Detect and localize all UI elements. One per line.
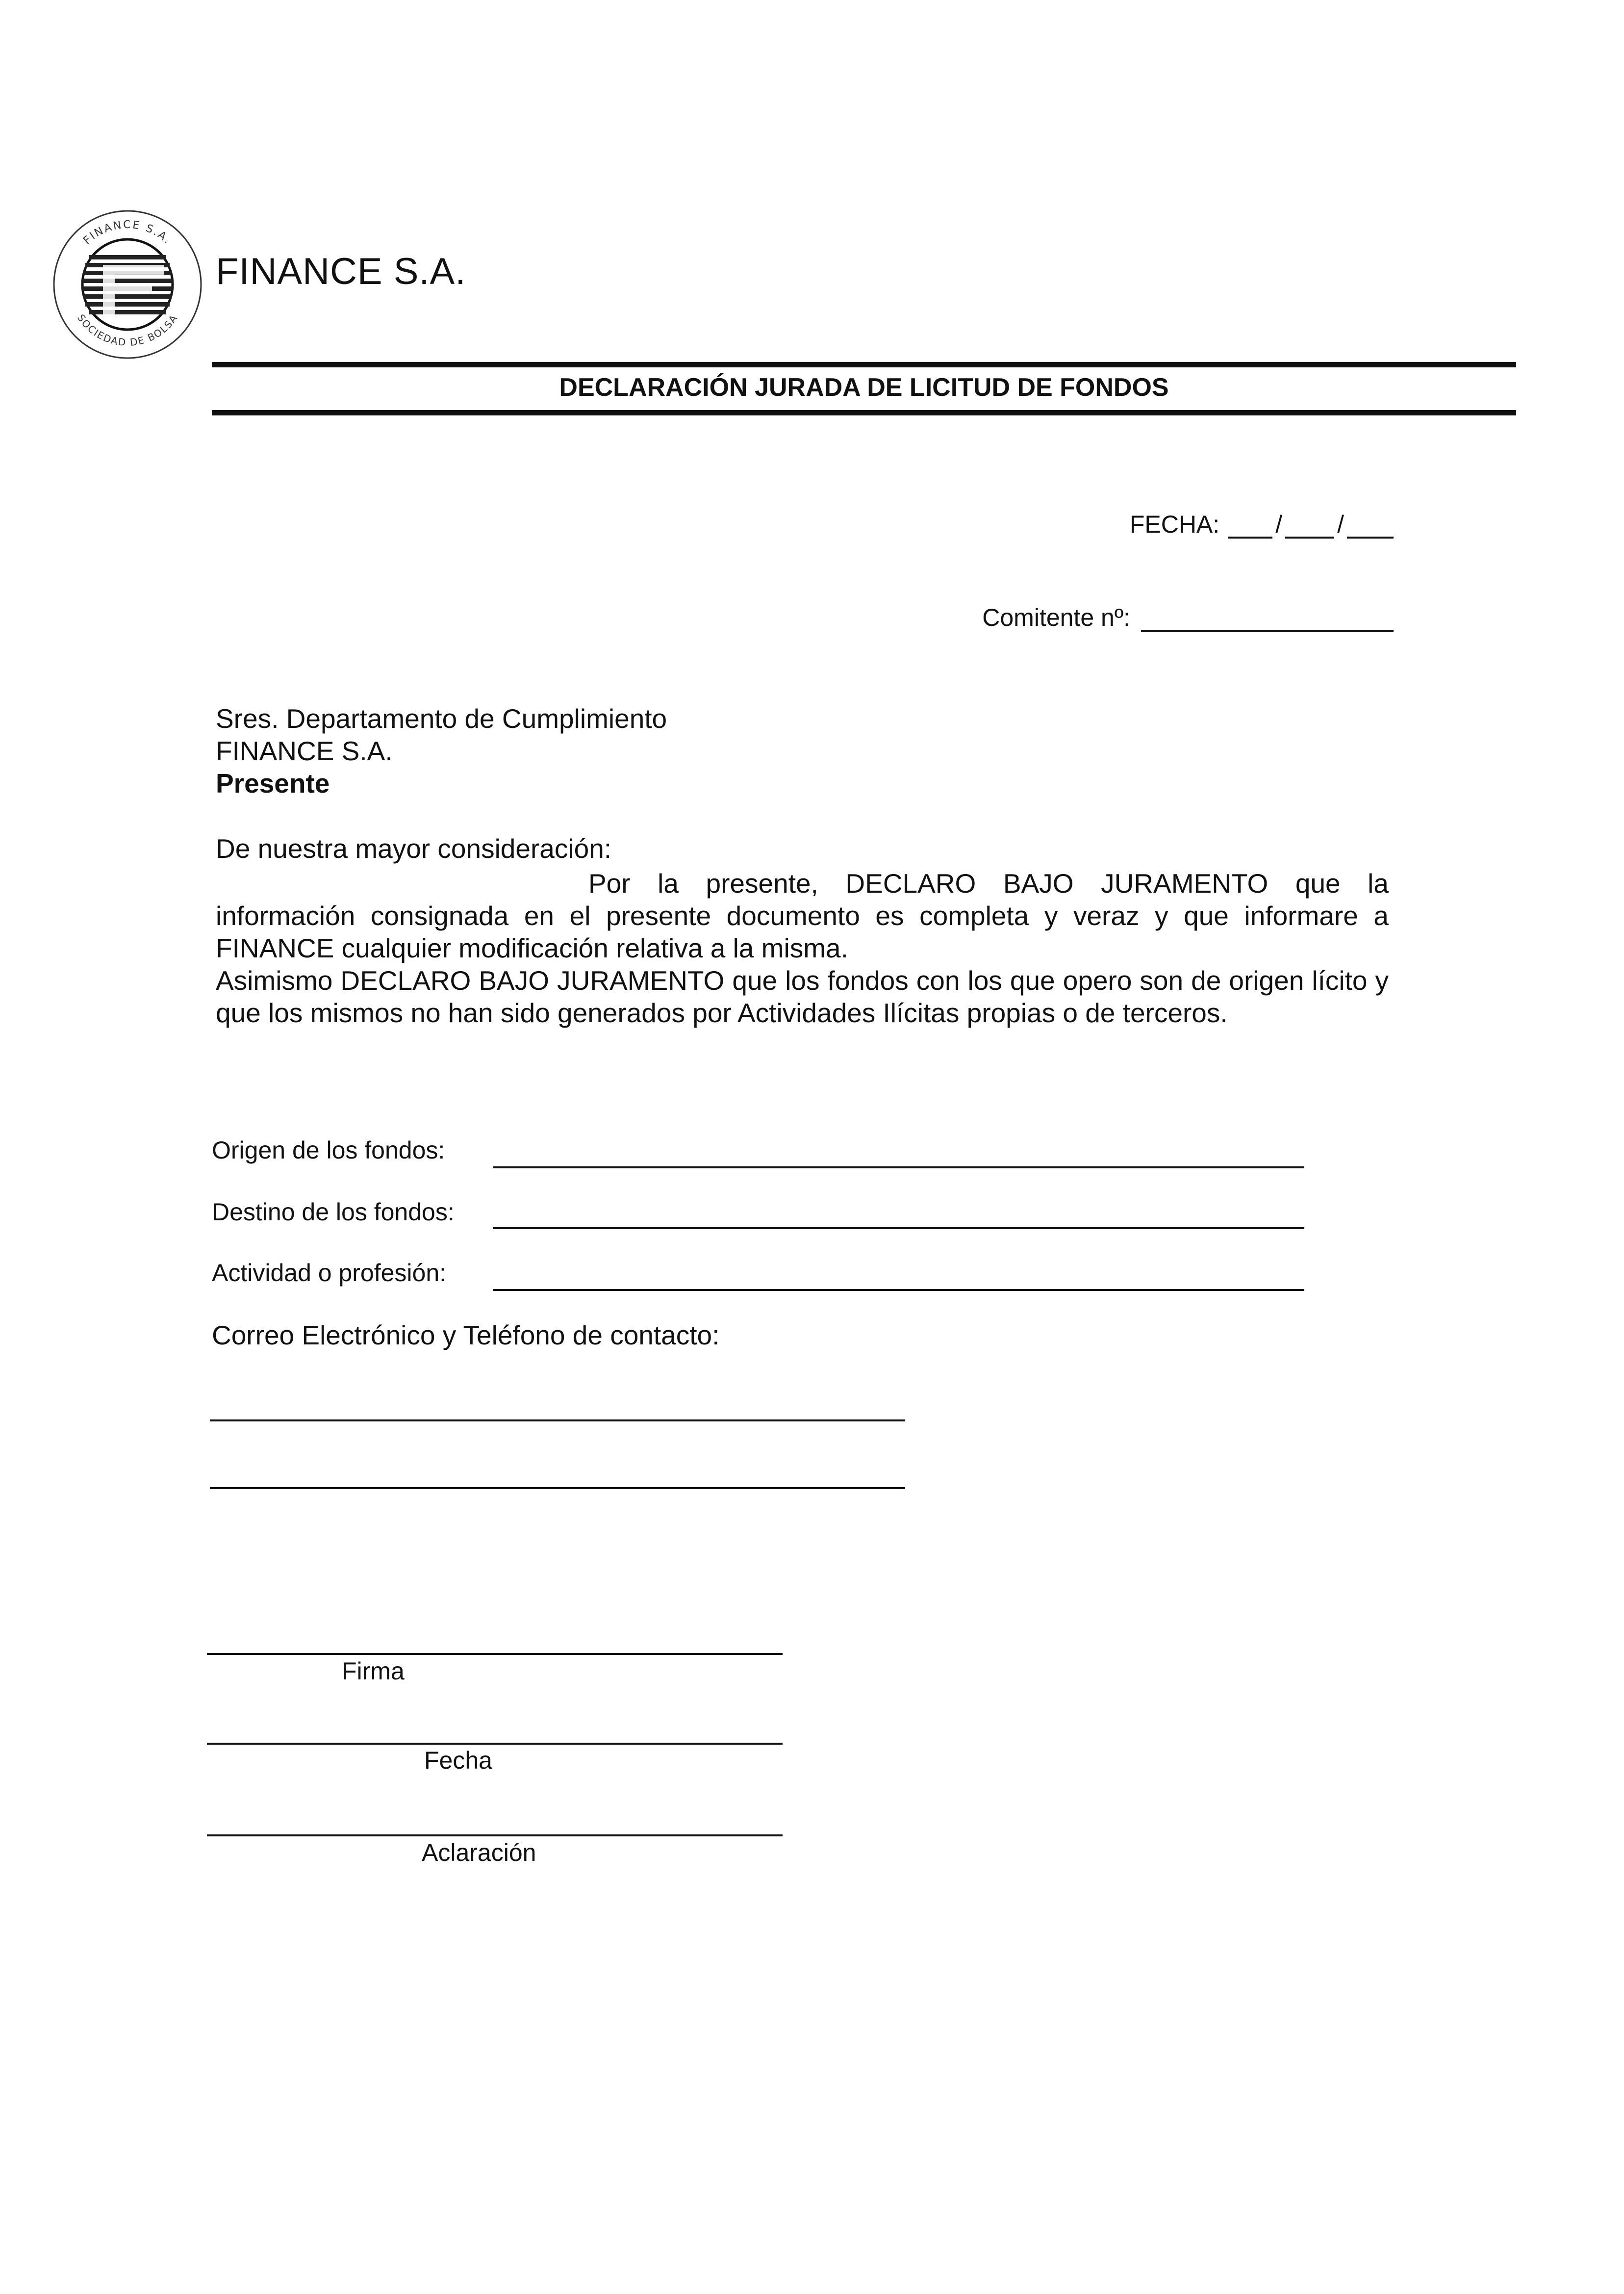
fecha-month-line <box>1285 515 1334 539</box>
greeting: De nuestra mayor consideración: <box>216 833 612 864</box>
declaration-paragraph-1: Por la presente, DECLARO BAJO JURAMENTO que la información consignada en el presente documento es completa y veraz y que informare a FINANCE cualquier modificación relativa a la misma. <box>216 868 1389 963</box>
destino-label: Destino de los fondos: <box>212 1198 455 1226</box>
company-seal-logo <box>49 206 206 363</box>
declaration-paragraph-2: Asimismo DECLARO BAJO JURAMENTO que los fondos con los que opero son de origen lícito y que los mismos no han sido generados por Actividades Ilícitas propias o de terceros. <box>216 965 1389 1028</box>
fecha-signature-line <box>207 1743 783 1745</box>
origen-line <box>493 1166 1304 1168</box>
destino-line <box>493 1227 1304 1229</box>
aclaracion-line <box>207 1834 783 1836</box>
header-rule-top <box>212 362 1516 367</box>
header-rule-bottom <box>212 410 1516 415</box>
svg-text:FINANCE S.A. <box>81 219 174 247</box>
fecha-year-line <box>1347 515 1394 539</box>
fecha-day-line <box>1228 515 1272 539</box>
fecha-label: FECHA: <box>1129 511 1220 538</box>
addressee-company: FINANCE S.A. <box>216 736 393 766</box>
comitente-row <box>982 603 1394 632</box>
logo-stripes-icon <box>82 255 173 319</box>
actividad-line <box>493 1289 1304 1291</box>
addressee-presente: Presente <box>216 768 330 799</box>
seal-bottom-text: SOCIEDAD DE BOLSA <box>75 312 180 349</box>
fecha-separator-1: / <box>1275 511 1283 538</box>
seal-top-text: FINANCE S.A. <box>81 219 174 247</box>
contact-line-2 <box>210 1487 905 1489</box>
fecha-separator-2: / <box>1337 511 1344 538</box>
comitente-label: Comitente nº: <box>982 604 1130 631</box>
firma-line <box>207 1653 783 1655</box>
aclaracion-label: Aclaración <box>422 1839 536 1866</box>
addressee-block <box>216 702 667 799</box>
origen-label: Origen de los fondos: <box>212 1136 445 1164</box>
actividad-label: Actividad o profesión: <box>212 1259 447 1287</box>
fecha-signature-label: Fecha <box>424 1747 492 1774</box>
company-name: FINANCE S.A. <box>216 251 466 292</box>
firma-label: Firma <box>342 1657 405 1685</box>
addressee-department: Sres. Departamento de Cumplimiento <box>216 703 667 734</box>
comitente-number-line <box>1141 608 1394 632</box>
contact-label: Correo Electrónico y Teléfono de contacto: <box>212 1320 720 1350</box>
declaration-body <box>216 867 1389 1029</box>
document-title: DECLARACIÓN JURADA DE LICITUD DE FONDOS <box>559 373 1169 402</box>
fecha-row <box>1130 510 1394 539</box>
contact-line-1 <box>210 1419 905 1421</box>
